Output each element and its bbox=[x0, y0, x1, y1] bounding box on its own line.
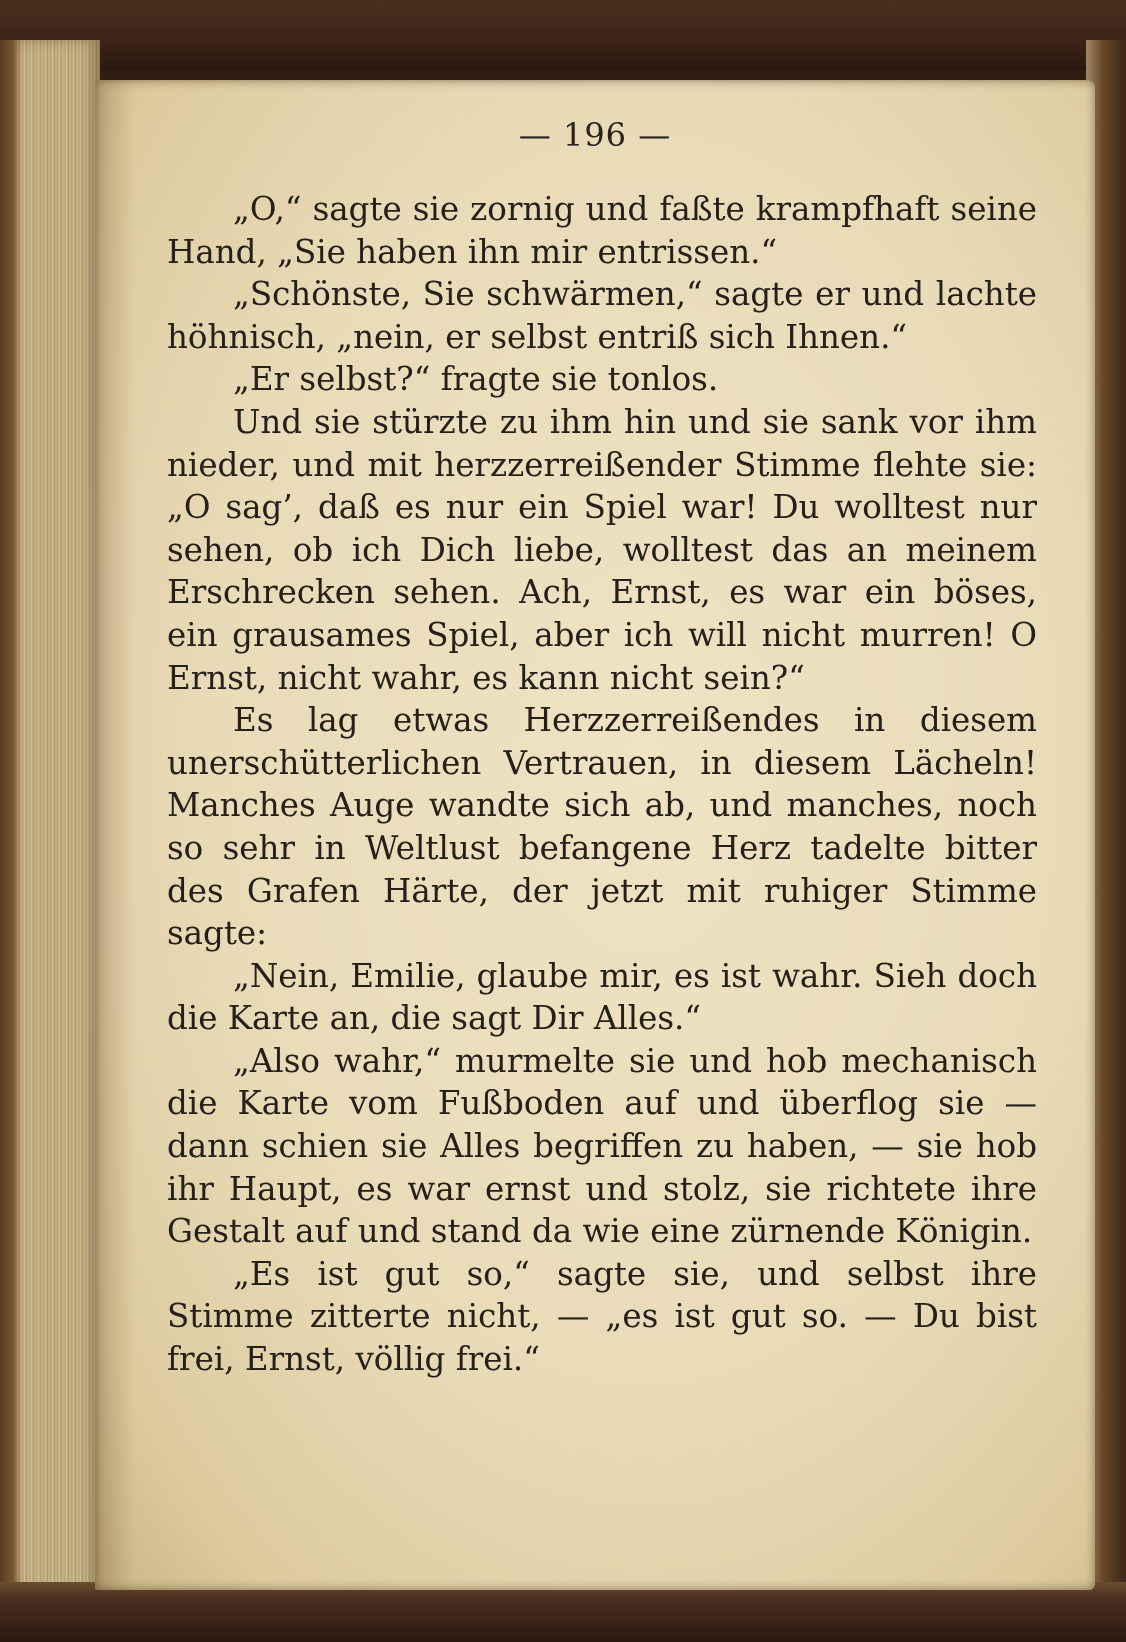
paragraph: Es lag etwas Herzzerreißendes in diesem unerschütterlichen Vertrauen, in diesem Lächeln! Manches Auge wandte sich ab, und manches, noch so sehr in Weltlust befangene Herz tadelte bitter des Grafen Härte, der jetzt mit ruhiger Stimme sagte: bbox=[167, 701, 1037, 953]
paragraph: „Also wahr,“ murmelte sie und hob mechanisch die Karte vom Fußboden auf und überflog sie — dann schien sie Alles begriffen zu haben, — sie hob ihr Haupt, es war ernst und stolz, sie richtete ihre Gestalt auf und stand da wie eine zürnende Königin. bbox=[167, 1041, 1037, 1251]
gutter-shadow bbox=[95, 80, 135, 1590]
book-cover-bottom-edge bbox=[0, 1582, 1126, 1642]
paragraph: „O,“ sagte sie zornig und faßte krampfhaft seine Hand, „Sie haben ihn mir entrissen.“ bbox=[167, 190, 1037, 271]
paragraph: Und sie stürzte zu ihm hin und sie sank vor ihm nieder, und mit herzzerreißender Stimme flehte sie: „O sag’, daß es nur ein Spiel war! Du wolltest nur sehen, ob ich Dich liebe, wolltest das an meinem Erschrecken sehen. Ach, Ernst, es war ein böses, ein grausames Spiel, aber ich will nicht murren! O Ernst, nicht wahr, es kann nicht sein?“ bbox=[167, 402, 1037, 697]
paragraph: „Er selbst?“ fragte sie tonlos. bbox=[233, 360, 719, 399]
page-stack-edge bbox=[0, 40, 100, 1600]
paragraph: „Es ist gut so,“ sagte sie, und selbst ihre Stimme zitterte nicht, — „es ist gut so. — Du bist frei, Ernst, völlig frei.“ bbox=[167, 1254, 1037, 1379]
paragraph: „Schönste, Sie schwärmen,“ sagte er und lachte höhnisch, „nein, er selbst entriß sich Ihnen.“ bbox=[167, 275, 1037, 356]
paragraph: „Nein, Emilie, glaube mir, es ist wahr. Sieh doch die Karte an, die sagt Dir Alles.“ bbox=[167, 956, 1037, 1038]
book-page bbox=[95, 80, 1095, 1590]
book-cover-top-edge bbox=[0, 0, 1126, 70]
page-body bbox=[167, 188, 1037, 1381]
page-number: — 196 — bbox=[518, 116, 672, 154]
